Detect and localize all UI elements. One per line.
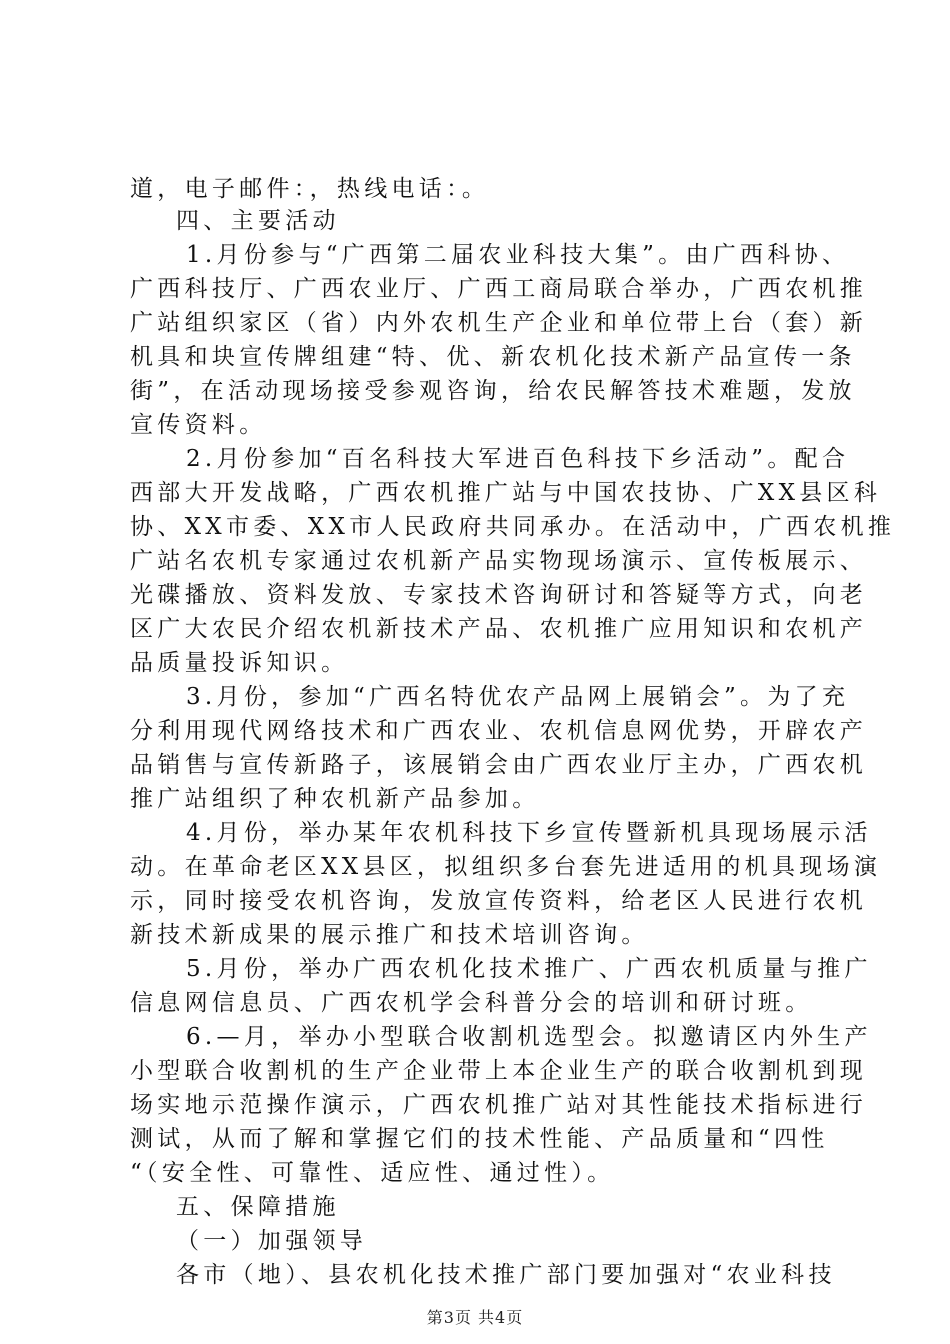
text-line: 3.月份，参加“广西名特优农产品网上展销会”。为了充 xyxy=(186,684,850,710)
text-line: 动。在革命老区XX县区，拟组织多台套先进适用的机具现场演 xyxy=(130,854,882,880)
section-heading: 四、主要活动 xyxy=(176,208,340,234)
text-line: 小型联合收割机的生产企业带上本企业生产的联合收割机到现 xyxy=(130,1058,868,1084)
text-line: 推广站组织了种农机新产品参加。 xyxy=(130,786,540,812)
text-line: 4.月份，举办某年农机科技下乡宣传暨新机具现场展示活 xyxy=(186,820,872,846)
text-line: 西部大开发战略，广西农机推广站与中国农技协、广XX县区科 xyxy=(130,480,882,506)
text-line: 广站名农机专家通过农机新产品实物现场演示、宣传板展示、 xyxy=(130,548,868,574)
text-line: 广西科技厅、广西农业厅、广西工商局联合举办，广西农机推 xyxy=(130,276,868,302)
text-line: 2.月份参加“百名科技大军进百色科技下乡活动”。配合 xyxy=(186,446,850,472)
text-line: 广站组织家区（省）内外农机生产企业和单位带上台（套）新 xyxy=(130,310,868,336)
text-line: 区广大农民介绍农机新技术产品、农机推广应用知识和农机产 xyxy=(130,616,868,642)
text-line: 新技术新成果的展示推广和技术培训咨询。 xyxy=(130,922,649,948)
text-line: 测试，从而了解和掌握它们的技术性能、产品质量和“四性 xyxy=(130,1126,829,1152)
text-line: 街”，在活动现场接受参观咨询，给农民解答技术难题，发放 xyxy=(130,378,856,404)
text-line: 品销售与宣传新路子，该展销会由广西农业厅主办，广西农机 xyxy=(130,752,868,778)
section-heading: 五、保障措施 xyxy=(176,1194,340,1220)
subsection-heading: （一）加强领导 xyxy=(176,1228,368,1254)
page-number: 第3页 共4页 xyxy=(426,1308,524,1327)
text-line: 示，同时接受农机咨询，发放宣传资料，给老区人民进行农机 xyxy=(130,888,868,914)
text-line: 道，电子邮件：，热线电话：。 xyxy=(130,176,490,202)
text-line: 机具和块宣传牌组建“特、优、新农机化技术新产品宣传一条 xyxy=(130,344,856,370)
text-line: “（安全性、可靠性、适应性、通过性）。 xyxy=(130,1160,615,1186)
text-line: 品质量投诉知识。 xyxy=(130,650,349,676)
text-line: 6.—月，举办小型联合收割机选型会。拟邀请区内外生产 xyxy=(186,1024,872,1050)
text-line: 1.月份参与“广西第二届农业科技大集”。由广西科协、 xyxy=(186,242,850,268)
text-line: 场实地示范操作演示，广西农机推广站对其性能技术指标进行 xyxy=(130,1092,868,1118)
text-line: 宣传资料。 xyxy=(130,412,267,438)
text-line: 各市（地）、县农机化技术推广部门要加强对“农业科技 xyxy=(176,1262,836,1288)
text-line: 信息网信息员、广西农机学会科普分会的培训和研讨班。 xyxy=(130,990,813,1016)
text-line: 协、XX市委、XX市人民政府共同承办。在活动中，广西农机推 xyxy=(130,514,896,540)
text-line: 光碟播放、资料发放、专家技术咨询研讨和答疑等方式，向老 xyxy=(130,582,868,608)
text-line: 5.月份，举办广西农机化技术推广、广西农机质量与推广 xyxy=(186,956,872,982)
text-line: 分利用现代网络技术和广西农业、农机信息网优势，开辟农产 xyxy=(130,718,868,744)
